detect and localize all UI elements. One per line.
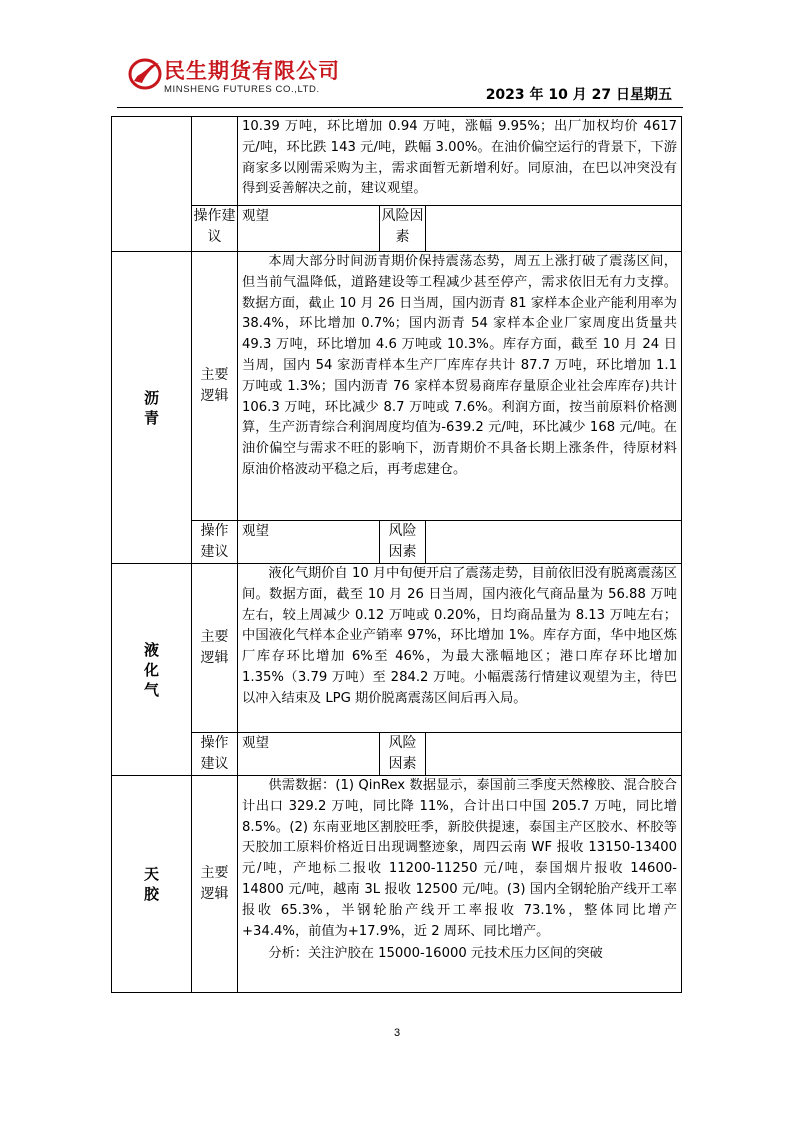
risk-label: 风险因素 xyxy=(380,733,426,776)
risk-label: 风险因素 xyxy=(380,521,426,564)
logic-label: 主要逻辑 xyxy=(192,252,238,521)
table-row xyxy=(112,252,682,521)
table-row xyxy=(112,564,682,733)
commodity-lpg: 液化气 xyxy=(112,564,192,776)
risk-value xyxy=(426,206,682,252)
company-name-cn: 民生期货有限公司 xyxy=(164,59,340,83)
minsheng-logo-icon xyxy=(128,57,162,91)
company-name-en: MINSHENG FUTURES CO.,LTD. xyxy=(164,84,320,95)
operation-value: 观望 xyxy=(238,521,380,564)
logic-label: 主要逻辑 xyxy=(192,776,238,993)
table-row xyxy=(112,521,682,564)
risk-value xyxy=(426,521,682,564)
risk-label: 风险因素 xyxy=(380,206,426,252)
rubber-logic-text xyxy=(238,776,682,993)
asphalt-logic-text: 本周大部分时间沥青期价保持震荡态势，周五上涨打破了震荡区间，但当前气温降低，道路建设等工程减少甚至停产，需求依旧无有力支撑。数据方面，截止 10 月 26 日当周，国内沥青 81 家样本企业产能利用率为 38.4%，环比增加 0.7%；国内沥青 54 家样本企业厂家周度出货量共 49.3 万吨，环比增加 4.6 万吨或 10.3%。库存方面，截至 10 月 24 日当周，国内 54 家沥青样本生产厂库库存共计 87.7 万吨，环比增加 1.1 万吨或 1.3%；国内沥青 76 家样本贸易商库存量原企业社会库库存)共计 106.3 万吨，环比减少 8.7 万吨或 7.6%。利润方面，按当前原料价格测算，生产沥青综合利润周度均值为-639.2 元/吨，环比减少 168 元/吨。在油价偏空与需求不旺的影响下，沥青期价不具备长期上涨条件，待原材料原油价格波动平稳之后，再考虑建仓。 xyxy=(238,252,682,521)
logic-text: 10.39 万吨，环比增加 0.94 万吨，涨幅 9.95%；出厂加权均价 4617 元/吨，环比跌 143 元/吨，跌幅 3.00%。在油价偏空运行的背景下，下游商家多以刚需采购为主，需求面暂无新增利好。同原油，在巴以冲突没有得到妥善解决之前，建议观望。 xyxy=(238,117,682,206)
table-row xyxy=(112,776,682,993)
operation-label: 操作建议 xyxy=(192,733,238,776)
rubber-logic-para-2: 分析：关注沪胶在 15000-16000 元技术压力区间的突破 xyxy=(268,946,603,962)
commodity-cell xyxy=(112,117,192,252)
operation-label: 操作建议 xyxy=(192,206,238,252)
table-row xyxy=(112,206,682,252)
logic-label: 主要逻辑 xyxy=(192,564,238,733)
company-logo xyxy=(128,55,368,101)
commodity-asphalt: 沥青 xyxy=(112,252,192,564)
table-row xyxy=(112,733,682,776)
logic-label-cell xyxy=(192,117,238,206)
operation-label: 操作建议 xyxy=(192,521,238,564)
lpg-logic-text: 液化气期价自 10 月中旬便开启了震荡走势，目前依旧没有脱离震荡区间。数据方面，截至 10 月 26 日当周，国内液化气商品量为 56.88 万吨左右，较上周减少 0.12 万吨或 0.20%，日均商品量为 8.13 万吨左右；中国液化气样本企业产销率 97%，环比增加 1%。库存方面，华中地区炼厂库存环比增加 6%至 46%，为最大涨幅地区；港口库存环比增加 1.35%（3.79 万吨）至 284.2 万吨。小幅震荡行情建议观望为主，待巴以冲入结束及 LPG 期价脱离震荡区间后再入局。 xyxy=(238,564,682,733)
operation-value: 观望 xyxy=(238,733,380,776)
commodity-table xyxy=(111,116,682,993)
table-row xyxy=(112,117,682,206)
rubber-logic-para-1: 供需数据：(1) QinRex 数据显示，泰国前三季度天然橡胶、混合胶合计出口 329.2 万吨，同比降 11%，合计出口中国 205.7 万吨，同比增 8.5%。(2) 东南亚地区割胶旺季，新胶供提速，泰国主产区胶水、杯胶等天胶加工原料价格近日出现调整迹象，周四云南 WF 报收 13150-13400 元/吨，产地标二报收 11200-11250 元/吨，泰国烟片报收 14600-14800 元/吨，越南 3L 报收 12500 元/吨。(3) 国内全钢轮胎产线开工率报收 65.3%，半钢轮胎产线开工率报收 73.1%，整体同比增产+34.4%，前值为+17.9%，近 2 周环、同比增产。 xyxy=(242,778,677,939)
report-date: 2023 年 10 月 27 日星期五 xyxy=(485,87,672,103)
operation-value: 观望 xyxy=(238,206,380,252)
commodity-rubber: 天胶 xyxy=(112,776,192,993)
risk-value xyxy=(426,733,682,776)
header-divider xyxy=(117,107,683,108)
page-number: 3 xyxy=(393,1027,401,1039)
